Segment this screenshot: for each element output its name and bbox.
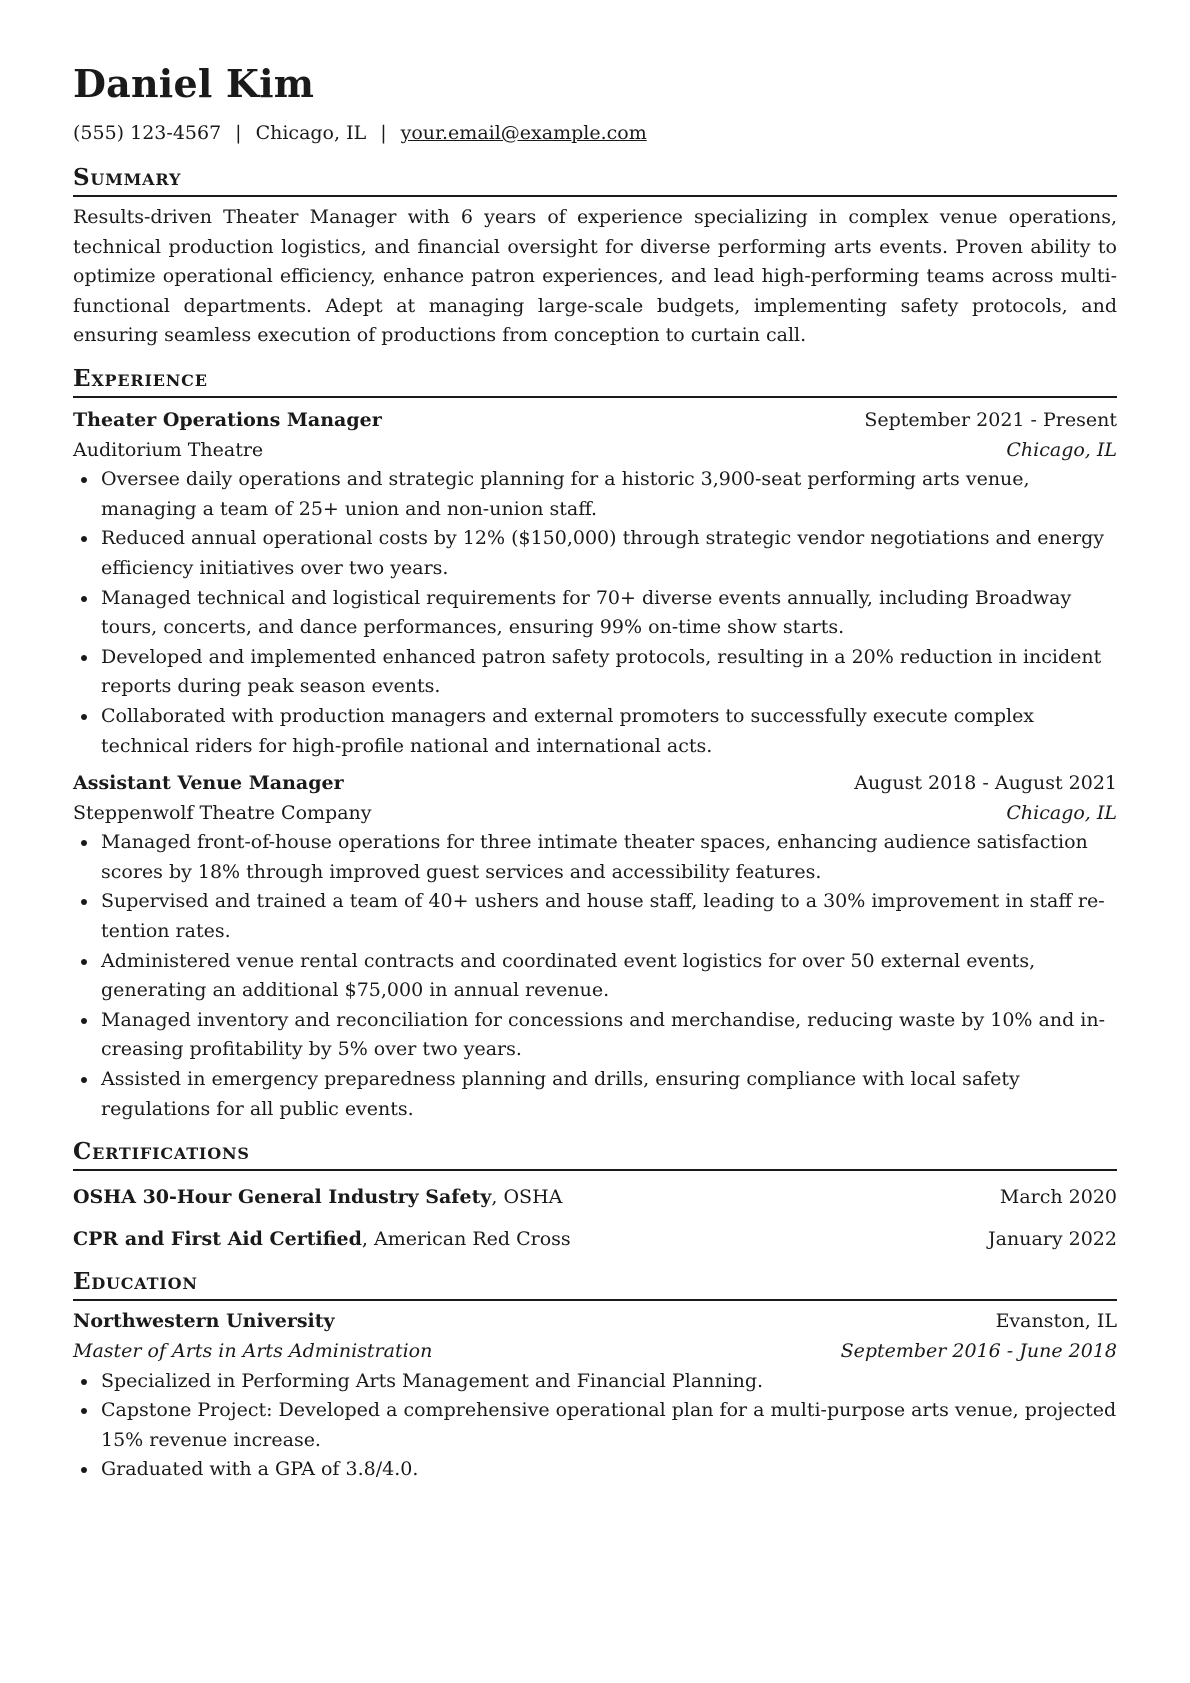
summary-title: Summary (73, 164, 1117, 197)
job-entry (73, 406, 1117, 761)
list-item: Specialized in Performing Arts Management and Financial Planning. (73, 1367, 1117, 1397)
candidate-name: Daniel Kim (73, 61, 315, 106)
education-section (73, 1268, 1117, 1485)
education-header-row (73, 1307, 1117, 1337)
job-role: Theater Operations Manager (73, 408, 382, 431)
contact-separator: | (235, 122, 242, 144)
certification-issuer: , OSHA (491, 1186, 563, 1209)
education-entry (73, 1307, 1117, 1485)
education-title: Education (73, 1268, 1117, 1301)
education-degree-row (73, 1337, 1117, 1367)
certification-date: January 2022 (988, 1227, 1117, 1250)
certification-name: CPR and First Aid Certified (73, 1227, 362, 1250)
list-item: Developed and implemented enhanced patron safety protocols, resulting in a 20% reduction in incident reports during peak season events. (73, 643, 1117, 702)
list-item: Administered venue rental contracts and coordinated event logistics for over 50 external events, generating an additional $75,000 in annual revenue. (73, 947, 1117, 1006)
list-item: Assisted in emergency preparedness planning and drills, ensuring compliance with local safety regulations for all public events. (73, 1065, 1117, 1124)
list-item: Managed inventory and reconciliation for concessions and merchandise, reducing waste by 10% and increasing profitability by 5% over two years. (73, 1006, 1117, 1065)
certifications-title: Certifications (73, 1138, 1117, 1171)
certification-text (73, 1225, 571, 1255)
job-header-row (73, 769, 1117, 799)
resume-header (73, 58, 1117, 146)
experience-title: Experience (73, 365, 1117, 398)
job-company-row (73, 799, 1117, 829)
certification-date: March 2020 (999, 1186, 1117, 1209)
job-location: Chicago, IL (1006, 801, 1117, 824)
job-dates: September 2021 - Present (864, 408, 1117, 431)
contact-separator: | (380, 122, 387, 144)
contact-line (73, 120, 1117, 146)
job-location: Chicago, IL (1006, 438, 1117, 461)
summary-section (73, 164, 1117, 351)
education-dates: September 2016 - June 2018 (840, 1340, 1117, 1362)
job-role: Assistant Venue Manager (73, 772, 344, 795)
degree: Master of Arts in Arts Administration (73, 1340, 433, 1362)
list-item: Managed front-of-house operations for three intimate theater spaces, enhancing audience satisfaction scores by 18% through improved guest services and accessibility features. (73, 828, 1117, 887)
list-item: Oversee daily operations and strategic planning for a historic 3,900-seat performing arts venue, managing a team of 25+ union and non-union staff. (73, 465, 1117, 524)
list-item: Collaborated with production managers and external promoters to successfully execute complex technical riders for high-profile national and international acts. (73, 702, 1117, 761)
certification-issuer: , American Red Cross (361, 1227, 571, 1250)
list-item: Supervised and trained a team of 40+ ushers and house staff, leading to a 30% improvement in staff retention rates. (73, 887, 1117, 946)
school-name: Northwestern University (73, 1310, 335, 1333)
experience-section (73, 365, 1117, 1124)
certifications-section (73, 1138, 1117, 1254)
list-item: Managed technical and logistical requirements for 70+ diverse events annually, including Broadway tours, concerts, and dance performances, ensuring 99% on-time show starts. (73, 584, 1117, 643)
job-bullets (73, 828, 1117, 1124)
job-company: Auditorium Theatre (73, 438, 264, 461)
certification-text (73, 1183, 562, 1213)
job-company: Steppenwolf Theatre Company (73, 801, 372, 824)
list-item: Reduced annual operational costs by 12% ($150,000) through strategic vendor negotiations and energy efficiency initiatives over two years. (73, 524, 1117, 583)
location: Chicago, IL (255, 122, 367, 144)
school-location: Evanston, IL (995, 1310, 1117, 1333)
education-bullets (73, 1367, 1117, 1485)
job-company-row (73, 436, 1117, 466)
phone-number: (555) 123-4567 (73, 122, 222, 144)
job-header-row (73, 406, 1117, 436)
certification-row (73, 1183, 1117, 1213)
job-bullets (73, 465, 1117, 761)
certification-name: OSHA 30-Hour General Industry Safety (73, 1186, 492, 1209)
summary-text: Results-driven Theater Manager with 6 years of experience specializing in complex venue operations, technical production logistics, and financial oversight for diverse performing arts events. Proven ability to optimize operational efficiency, enhance patron experiences, and lead high-performing teams across multi-functional departments. Adept at managing large-scale budgets, implementing safety protocols, and ensuring seamless execution of productions from conception to curtain call. (73, 206, 1117, 347)
list-item: Graduated with a GPA of 3.8/4.0. (73, 1455, 1117, 1485)
job-entry (73, 769, 1117, 1124)
certification-row (73, 1225, 1117, 1255)
email-link[interactable]: your.email@example.com (400, 122, 647, 144)
job-dates: August 2018 - August 2021 (854, 772, 1117, 795)
list-item: Capstone Project: Developed a comprehensive operational plan for a multi-purpose arts venue, projected 15% revenue increase. (73, 1396, 1117, 1455)
